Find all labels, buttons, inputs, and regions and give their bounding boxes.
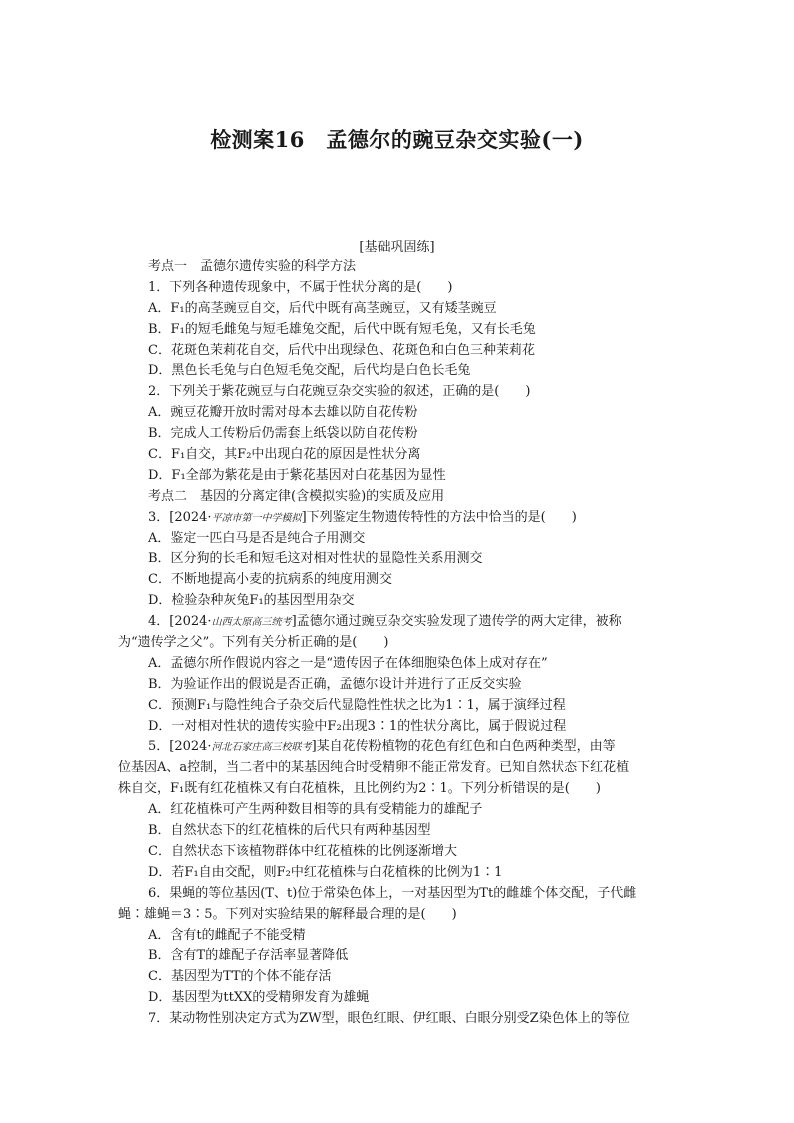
question-6-option-b: B．含有T的雄配子存活率显著降低 [148,948,349,964]
question-5-option-d: D．若F₁自由交配，则F₂中红花植株与白花植株的比例为1∶1 [148,864,503,880]
question-2-option-a: A．豌豆花瓣开放时需对母本去雄以防自花传粉 [148,405,418,421]
question-2-stem: 2．下列关于紫花豌豆与白花豌豆杂交实验的叙述，正确的是( ) [148,384,531,400]
question-5-text: ]某自花传粉植物的花色有红色和白色两种类型，由等 [311,739,616,755]
question-4-option-b: B．为验证作出的假说是否正确，孟德尔设计并进行了正反交实验 [148,676,522,692]
question-3-text: ]下列鉴定生物遗传特性的方法中恰当的是( ) [301,509,577,525]
question-1-option-d: D．黑色长毛兔与白色短毛兔交配，后代均是白色长毛兔 [148,363,471,379]
question-2-option-c: C．F₁自交，其F₂中出现白花的原因是性状分离 [148,447,421,463]
question-4-option-d: D．一对相对性状的遗传实验中F₂出现3∶1的性状分离比，属于假说过程 [148,718,567,734]
question-3-number: 3．[2024· [148,509,212,525]
question-4-text: ]孟德尔通过豌豆杂交实验发现了遗传学的两大定律，被称 [291,614,622,630]
question-6-option-c: C．基因型为TT的个体不能存活 [148,969,332,985]
question-2-option-d: D．F₁全部为紫花是由于紫花基因对白花基因为显性 [148,467,446,483]
question-1-stem: 1．下列各种遗传现象中，不属于性状分离的是( ) [148,279,453,295]
question-3-source: 平凉市第一中学模拟 [211,512,302,524]
question-3-stem [118,508,678,529]
question-4-stem [118,612,678,633]
question-3-option-b: B．区分狗的长毛和短毛这对相对性状的显隐性关系用测交 [148,551,483,567]
question-3-option-a: A．鉴定一匹白马是否是纯合子用测交 [148,530,366,546]
question-5-option-a: A．红花植株可产生两种数目相等的具有受精能力的雄配子 [148,802,483,818]
question-1-option-c: C．花斑色茉莉花自交，后代中出现绿色、花斑色和白色三种茉莉花 [148,342,535,358]
question-4-option-c: C．预测F₁与隐性纯合子杂交后代显隐性性状之比为1∶1，属于演绎过程 [148,697,566,713]
topic-heading-2: 考点二 基因的分离定律(含模拟实验)的实质及应用 [148,488,445,504]
question-4-source: 山西太原高三统考 [211,617,292,629]
question-5-option-b: B．自然状态下的红花植株的后代只有两种基因型 [148,823,431,839]
question-1-option-b: B．F₁的短毛雌兔与短毛雄兔交配，后代中既有短毛兔，又有长毛兔 [148,321,536,337]
topic-heading-1: 考点一 孟德尔遗传实验的科学方法 [148,259,357,274]
question-6-stem-cont: 蝇∶雄蝇＝3∶5。下列对实验结果的解释最合理的是( ) [118,906,457,922]
question-5-option-c: C．自然状态下该植物群体中红花植株的比例逐渐增大 [148,843,457,859]
page-title: 检测案16 孟德尔的豌豆杂交实验(一) [210,127,584,152]
question-6-option-d: D．基因型为ttXX的受精卵发育为雄蝇 [148,990,370,1006]
question-5-stem-cont-1: 位基因A、a控制，当二者中的某基因纯合时受精卵不能正常发育。已知自然状态下红花植 [118,760,630,776]
question-5-number: 5．[2024· [148,739,212,755]
question-5-stem [118,737,678,758]
question-3-option-d: D．检验杂种灰兔F₁的基因型用杂交 [148,593,355,609]
question-2-option-b: B．完成人工传粉后仍需套上纸袋以防自花传粉 [148,426,418,442]
question-6-stem: 6．果蝇的等位基因(T、t)位于常染色体上，一对基因型为Tt的雌雄个体交配，子代雌 [148,885,637,901]
question-1-option-a: A．F₁的高茎豌豆自交，后代中既有高茎豌豆，又有矮茎豌豆 [148,300,497,316]
question-4-option-a: A．孟德尔所作假说内容之一是“遗传因子在体细胞染色体上成对存在” [148,655,548,671]
document-body [118,257,678,1030]
section-header: [基础巩固练] [359,240,435,255]
question-6-option-a: A．含有t的雌配子不能受精 [148,927,306,943]
question-5-source: 河北石家庄高三校联考 [211,742,312,754]
question-4-number: 4．[2024· [148,614,212,630]
question-5-stem-cont-2: 株自交，F₁既有红花植株又有白花植株，且比例约为2∶1。下列分析错误的是( ) [118,781,601,797]
question-4-stem-cont: 为“遗传学之父”。下列有关分析正确的是( ) [118,635,389,651]
question-3-option-c: C．不断地提高小麦的抗病系的纯度用测交 [148,572,392,588]
question-7-stem: 7．某动物性别决定方式为ZW型，眼色红眼、伊红眼、白眼分别受Z染色体上的等位 [148,1011,630,1027]
